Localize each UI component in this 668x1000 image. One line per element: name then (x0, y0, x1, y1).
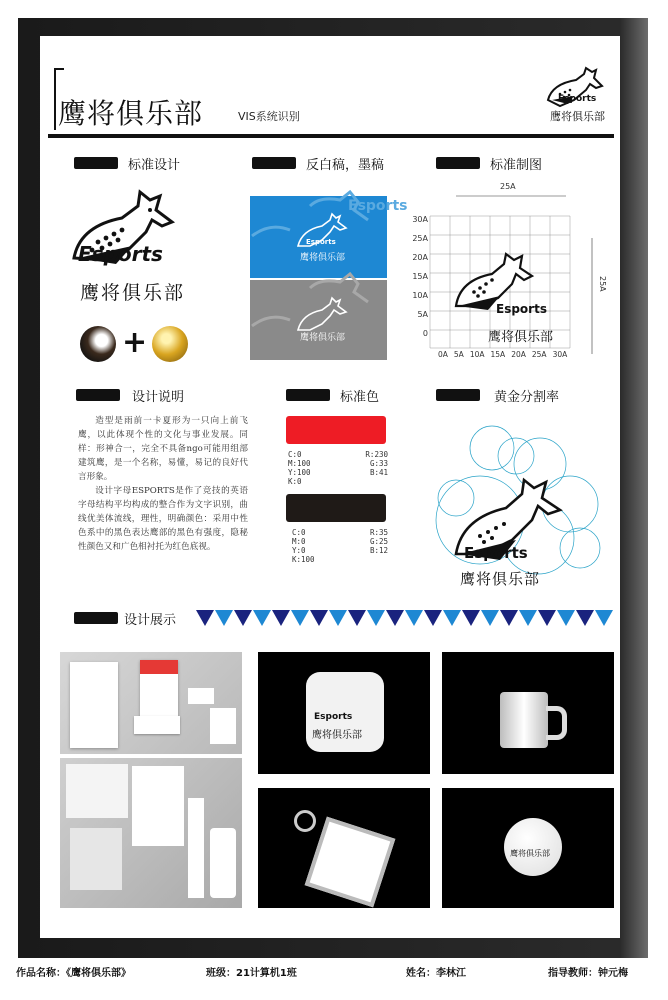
header-logo-wordmark: Esports (558, 94, 597, 104)
blue-board-name: 鹰将俱乐部 (300, 253, 346, 263)
section-design-display: 设计展示 (124, 613, 177, 628)
brochure-sheet (140, 660, 178, 724)
card-stack (70, 828, 122, 890)
blue-board-watermark: Esports (348, 198, 408, 214)
mug-handle (546, 706, 567, 740)
letterhead-sheet (70, 662, 118, 748)
section-bar (76, 389, 120, 401)
section-bar (74, 157, 118, 169)
page-title: 鹰将俱乐部 (58, 97, 204, 130)
section-golden-ratio: 黄金分割率 (494, 390, 560, 405)
footer (0, 962, 668, 980)
grid-x-tick: 10A (469, 350, 485, 359)
header-logo (540, 66, 620, 128)
black-y: Y:0 (292, 546, 306, 555)
grid-x-tick: 20A (511, 350, 526, 359)
section-bar (436, 157, 480, 169)
black-r: R:35 (369, 528, 388, 537)
black-m: M:0 (292, 537, 306, 546)
badge-mockup (442, 788, 614, 908)
section-design-notes: 设计说明 (132, 390, 185, 405)
red-g: G:33 (369, 459, 388, 468)
ink-board-gray (250, 280, 387, 360)
section-bar (74, 612, 118, 624)
section-bar (436, 389, 480, 401)
section-bar (252, 157, 296, 169)
section-reverse-ink: 反白稿，墨稿 (306, 158, 385, 173)
red-c: C:0 (288, 450, 302, 459)
swatch-red (286, 416, 386, 444)
grid-logo-wordmark: Esports (496, 302, 547, 316)
reverse-board-blue (250, 196, 408, 278)
grid-side-label: 25A (598, 276, 607, 292)
golden-ratio-figure (420, 408, 610, 598)
standard-drawing-grid (400, 176, 620, 366)
grid-x-tick: 5A (453, 350, 464, 359)
grid-x-ticks (438, 350, 567, 359)
description-paragraph: 设计字母ESPORTS是作了竞技的英语字母结构平均构成的整合作为文字识别，曲线优美体流线，理性，明确颜色：采用中性色系中的黑色表达鹰部的黑色有强度，隐秘性颜色又和广色相衬托为红色底视。 (78, 486, 248, 552)
main-logo-name: 鹰将俱乐部 (80, 282, 186, 304)
red-color-values (288, 450, 388, 486)
page-subtitle: VIS系统识别 (238, 110, 300, 123)
grid-x-tick: 15A (490, 350, 506, 359)
stationery-mockup (60, 652, 242, 754)
black-k: K:100 (292, 555, 315, 564)
envelope (134, 716, 180, 734)
design-description (78, 414, 248, 554)
black-b: B:12 (369, 546, 388, 555)
red-y: Y:100 (288, 468, 311, 477)
grid-logo-name: 鹰将俱乐部 (488, 330, 554, 345)
red-m: M:100 (288, 459, 311, 468)
section-standard-design: 标准设计 (128, 158, 181, 173)
grid-x-tick: 0A (438, 350, 448, 359)
grid-x-tick: 25A (531, 350, 547, 359)
golden-logo-name: 鹰将俱乐部 (460, 570, 541, 588)
grid-y-tick: 15A (412, 272, 428, 281)
section-standard-colors: 标准色 (340, 390, 380, 405)
grid-top-label: 25A (500, 182, 516, 191)
grid-y-tick: 10A (412, 291, 428, 300)
poster-sheet (132, 766, 184, 846)
tag-card (210, 708, 236, 744)
main-logo-wordmark: Esports (78, 242, 163, 266)
footer-teacher: 指导教师：钟元梅 (548, 968, 628, 979)
swatch-black (286, 494, 386, 522)
grid-x-tick: 30A (552, 350, 568, 359)
section-standard-drawing: 标准制图 (490, 158, 543, 173)
mug (500, 692, 548, 748)
round-badge (504, 818, 562, 876)
mug-mockup (442, 652, 614, 774)
grid-y-tick: 20A (412, 253, 428, 262)
key-ring (294, 810, 316, 832)
footer-class: 班级：21计算机1班 (206, 968, 297, 979)
description-paragraph: 造型是雨前一卡夏形为一只向上前飞鹰，以此体现个性的文化与事业发展。同样：形神合一，完全不具备ngo可能用组部建筑鹰，是一个名称，易懂，易记的良好代言形象。 (78, 416, 248, 482)
golden-logo-wordmark: Esports (464, 544, 528, 562)
triangle-row-icon (196, 609, 616, 627)
black-c: C:0 (292, 528, 306, 537)
grid-y-tick: 25A (412, 234, 428, 243)
black-color-values (292, 528, 388, 564)
pillow-name: 鹰将俱乐部 (312, 730, 362, 741)
eagle-watermark-icon (250, 280, 387, 360)
grid-y-tick: 0 (422, 329, 428, 338)
business-card (188, 688, 214, 704)
header-logo-name: 鹰将俱乐部 (550, 110, 605, 123)
blue-board-wordmark: Esports (306, 238, 336, 246)
eagle-photo-icon (80, 326, 116, 362)
triangle-pattern (196, 609, 616, 627)
grid-y-tick: 5A (417, 310, 428, 319)
red-r: R:230 (365, 450, 388, 459)
plus-icon: + (122, 325, 148, 360)
gray-board-name: 鹰将俱乐部 (300, 333, 346, 343)
main-logo (68, 188, 208, 308)
footer-name: 姓名：李林江 (406, 968, 466, 979)
office-mockup (60, 758, 242, 908)
badge-name: 鹰将俱乐部 (510, 849, 550, 858)
phone (210, 828, 236, 898)
keychain-tag (305, 817, 396, 908)
door-hanger (188, 798, 204, 898)
pillow-mockup (258, 652, 430, 774)
grid-y-tick: 30A (412, 215, 428, 224)
pillow-wordmark: Esports (314, 712, 353, 722)
red-k: K:0 (288, 477, 302, 486)
red-b: B:41 (369, 468, 388, 477)
header-rule (48, 134, 614, 138)
grid-y-ticks (404, 210, 428, 343)
section-bar (286, 389, 330, 401)
keychain-mockup (258, 788, 430, 908)
poster (40, 36, 620, 938)
gold-coin-icon (152, 326, 188, 362)
folder (66, 764, 128, 818)
black-g: G:25 (369, 537, 388, 546)
footer-work: 作品名称：《鹰将俱乐部》 (16, 968, 131, 979)
